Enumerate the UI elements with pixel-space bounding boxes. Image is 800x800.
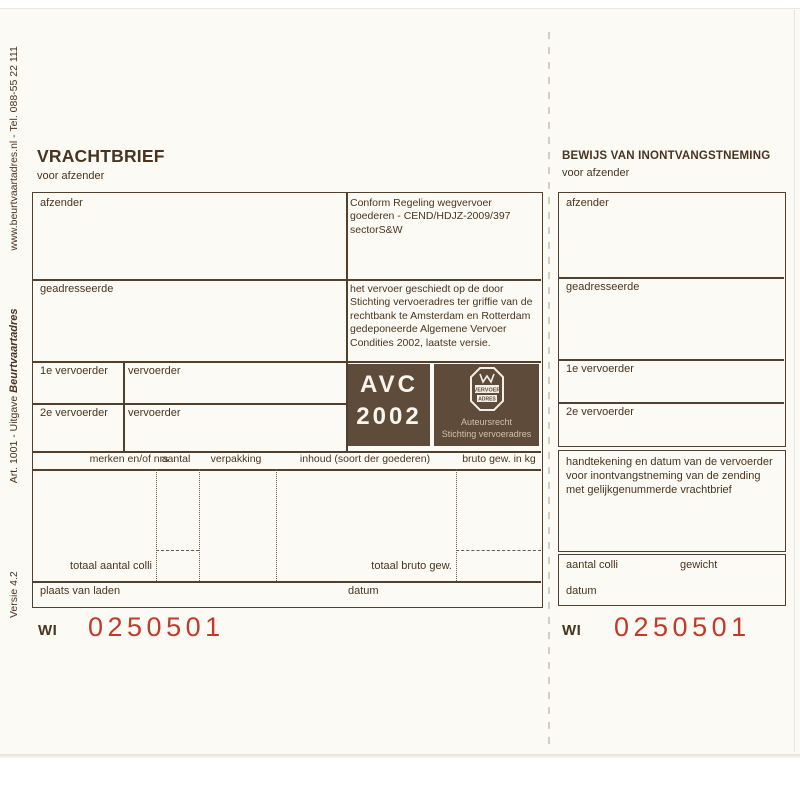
copyright-line2: Stichting vervoeradres [441,429,532,439]
table-column-line [456,469,457,581]
table-header-merken: merken en/of nrs [89,453,169,465]
divider-line [33,581,541,583]
receipt-subtitle: voor afzender [562,167,630,179]
receipt-datum-label: datum [566,585,597,597]
version-text: Versie 4.2 [8,571,20,618]
table-header-bruto: bruto gew. in kg [462,453,536,465]
avc-line1: AVC [360,371,418,398]
paper-bottom-shadow [0,754,800,759]
svg-text:VERVOER: VERVOER [473,387,501,394]
divider-line [559,402,784,404]
paper-right-edge [794,10,795,752]
total-bruto-label: totaal bruto gew. [371,560,452,572]
receipt-afzender-label: afzender [566,197,609,209]
divider-line [123,361,125,451]
divider-line [33,279,541,281]
page-subtitle: voor afzender [37,170,105,182]
receipt-geadresseerde-label: geadresseerde [566,281,640,293]
table-header-aantal: aantal [161,453,191,465]
divider-line [33,469,541,471]
field-1e-vervoerder-label: 1e vervoerder [40,365,108,377]
signature-note: handtekening en datum van de vervoerder voor inontvangstneming van de zending met gelijkgenummerde vrachtbrief [566,456,773,497]
edition-text: Art. 1001 - Uitgave [8,395,20,484]
datum-label: datum [348,585,379,597]
serial-prefix-left: WI [38,622,58,639]
table-header-inhoud: inhoud (soort der goederen) [299,453,431,465]
copyright-line1: Auteursrecht [460,417,513,427]
divider-line [559,277,784,279]
avc-conditions-notice: het vervoer geschiedt op de door Stichting vervoeradres ter griffie van de rechtbank te Amsterdam en Rotterdam gedeponeerde Algemene Vervoer Condities 2002, laatste versie. [350,283,533,349]
svg-text:ADRES: ADRES [478,396,496,403]
field-vervoerder-label: vervoerder [128,407,181,419]
vervoeradres-logo-icon [470,367,504,411]
page-title: VRACHTBRIEF [37,146,165,166]
serial-prefix-right: WI [562,622,582,639]
table-column-line [276,469,277,581]
receipt-2e-vervoerder-label: 2e vervoerder [566,406,634,418]
plaats-van-laden-label: plaats van laden [40,585,121,597]
table-header-verpakking: verpakking [210,453,262,465]
receipt-title: BEWIJS VAN INONTVANGSTNEMING [562,150,771,162]
field-vervoerder-label: vervoerder [128,365,181,377]
website-text: www.beurtvaartadres.nl - Tel. 088-55 22 111 [8,46,20,251]
serial-number-left: 0250501 [88,612,225,642]
field-afzender-label: afzender [40,197,83,209]
divider-line [559,359,784,361]
table-column-line [156,469,157,581]
field-geadresseerde-label: geadresseerde [40,283,114,295]
receipt-1e-vervoerder-label: 1e vervoerder [566,363,634,375]
table-column-line [199,469,200,581]
brand-name: Beurtvaartadres [8,308,20,393]
divider-line [33,361,541,363]
divider-line [33,403,346,405]
edge-imprint [8,46,20,618]
regeling-notice: Conform Regeling wegvervoer goederen - CEND/HDJZ-2009/397 sectorS&W [350,197,511,236]
totals-cell-line [456,550,541,551]
gewicht-label: gewicht [680,559,718,571]
perforation-line [548,32,550,750]
total-colli-label: totaal aantal colli [70,560,152,572]
avc-line2: 2002 [356,403,422,430]
field-2e-vervoerder-label: 2e vervoerder [40,407,108,419]
serial-number-right: 0250501 [614,612,751,642]
totals-cell-line [156,550,199,551]
aantal-colli-label: aantal colli [566,559,618,571]
